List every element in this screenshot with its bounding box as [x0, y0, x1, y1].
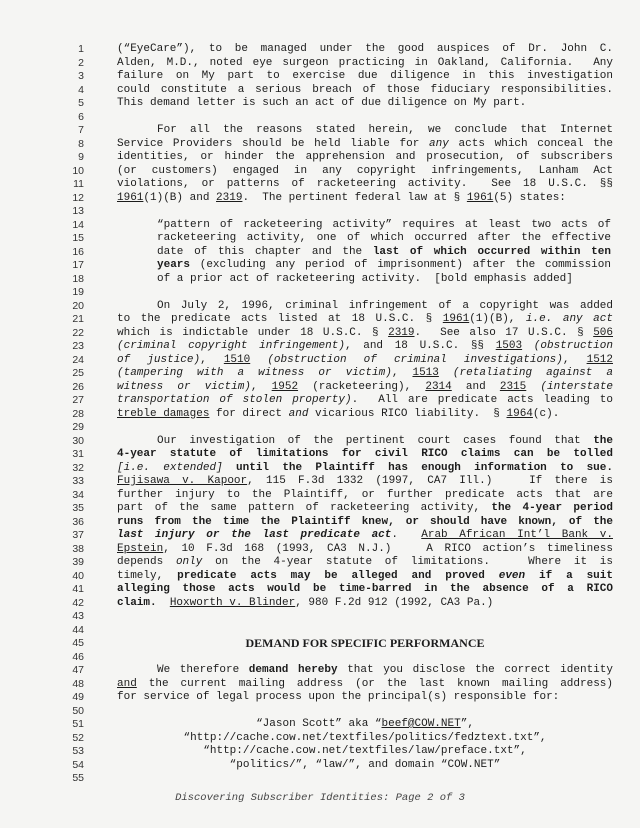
citation-link-text: 1961: [442, 313, 470, 325]
citation-link-text: Epstein: [117, 542, 164, 555]
citation-link-text: 1503: [495, 340, 523, 352]
text-run: (retaliating against a: [438, 367, 613, 379]
emphasis-text: even: [498, 569, 526, 582]
line-text: [117, 434, 613, 448]
line-text: [157, 272, 611, 286]
line-text: [117, 191, 613, 205]
line-number: 53: [72, 745, 84, 757]
text-run: [i.e. extended]: [117, 461, 223, 474]
text-line: [0, 542, 640, 556]
text-run: (excluding any period of imprisonment) after the commission: [190, 259, 611, 271]
line-text: [117, 690, 613, 704]
text-run: “Jason Scott” aka “: [256, 718, 382, 730]
emphasis-text: DEMAND FOR SPECIFIC PERFORMANCE: [245, 636, 485, 650]
text-line: [0, 326, 640, 340]
text-run: on the 4-year statute of limitations. Where it is: [202, 556, 613, 568]
line-text: [117, 353, 613, 367]
line-number: 10: [72, 164, 84, 177]
text-run: ,: [562, 353, 587, 366]
text-line: [0, 177, 640, 191]
line-text: [117, 299, 613, 313]
line-text: [117, 474, 613, 488]
text-line: [0, 663, 640, 677]
emphasis-text: alleging those acts would be time-barred in the absence of a RICO: [117, 583, 613, 595]
line-number: 29: [72, 421, 84, 433]
line-number: 26: [72, 380, 84, 393]
line-number: 30: [72, 434, 84, 447]
text-run: could constitute a serious breach of those fiduciary responsibilities.: [117, 83, 613, 96]
text-run: On July 2, 1996, criminal infringement of a copyright was added: [157, 299, 613, 312]
line-text: [117, 461, 613, 475]
line-text: [117, 56, 613, 70]
text-run: .: [391, 529, 422, 541]
line-text: [117, 447, 613, 461]
line-number: 34: [72, 488, 84, 501]
line-number: 7: [78, 124, 84, 136]
line-text: [117, 596, 613, 610]
line-text: [117, 137, 613, 151]
line-number: 38: [72, 542, 84, 555]
text-run: (“EyeCare”), to be managed under the good auspices of Dr. John C.: [117, 43, 613, 55]
text-run: transportation of stolen property): [117, 394, 352, 406]
line-number: 25: [72, 367, 84, 379]
text-line: [0, 474, 640, 488]
text-run: depends: [117, 556, 176, 568]
line-number: 47: [72, 664, 84, 676]
line-text: [117, 731, 613, 745]
text-line: [0, 83, 640, 97]
text-run: This demand letter is such an act of due diligence on My part.: [117, 97, 527, 109]
text-line: [0, 677, 640, 691]
line-number: 42: [72, 596, 84, 609]
text-run: (criminal copyright infringement): [117, 340, 345, 352]
line-text: [117, 164, 613, 178]
line-text: [117, 150, 613, 164]
line-text: [117, 488, 613, 502]
text-line: [0, 569, 640, 583]
text-run: and: [451, 380, 500, 393]
text-line: [0, 690, 640, 704]
line-number: 8: [78, 137, 84, 150]
line-number: 15: [72, 232, 84, 244]
emphasis-text: if a suit: [525, 569, 613, 582]
line-text: [117, 636, 613, 650]
text-line: [0, 434, 640, 448]
text-line: [0, 137, 640, 151]
citation-link-text: 1952: [271, 380, 299, 393]
text-run: (or customers) engaged in any copyright infringements, Lanham Act: [117, 164, 613, 177]
text-run: identities, or hinder the apprehension and prosecution, of subscribers: [117, 151, 613, 163]
line-number: 14: [72, 218, 84, 231]
text-run: ”,: [460, 718, 474, 730]
emphasis-text: until the Plaintiff has enough information to sue.: [222, 461, 613, 474]
text-run: (interstate: [526, 380, 613, 393]
text-line: [0, 96, 640, 110]
citation-link-text: treble damages: [117, 407, 210, 420]
line-number: 44: [72, 623, 84, 636]
emphasis-text: last of which occurred within ten: [372, 245, 611, 258]
text-run: Our investigation of the pertinent court cases found that: [157, 434, 594, 447]
text-line: [0, 164, 640, 178]
line-number: 35: [72, 502, 84, 514]
text-run: Alden, M.D., noted eye surgeon practicing in Oakland, California. Any: [117, 56, 613, 69]
line-number: 17: [72, 259, 84, 271]
line-number: 55: [72, 772, 84, 784]
text-run: (tampering with a witness or victim): [117, 367, 392, 379]
emphasis-text: demand hereby: [248, 664, 338, 676]
text-line: [0, 501, 640, 515]
line-text: [117, 393, 613, 407]
text-run: . All are predicate acts leading to: [351, 394, 613, 406]
text-line: [0, 528, 640, 542]
citation-link-text: 2315: [499, 380, 527, 393]
text-run: Service Providers should be held liable for: [117, 137, 430, 150]
text-line: [0, 758, 640, 772]
line-text: [117, 177, 613, 191]
citation-link-text: 1510: [223, 353, 251, 366]
line-number: 11: [73, 178, 84, 190]
text-line: [0, 150, 640, 164]
text-run: (1)(B) and: [143, 191, 217, 204]
text-run: witness or victim): [117, 380, 251, 393]
line-text: [157, 231, 611, 245]
text-line: [0, 218, 640, 232]
text-run: (5) states:: [493, 191, 566, 204]
line-number: 40: [72, 569, 84, 582]
line-number: 48: [72, 677, 84, 690]
line-text: [117, 582, 613, 596]
text-run: only: [175, 556, 203, 568]
line-number: 50: [72, 704, 84, 717]
text-line: [0, 312, 640, 326]
line-number: 23: [72, 340, 84, 352]
text-line: [0, 110, 640, 124]
line-number: 22: [72, 326, 84, 339]
text-line: [0, 623, 640, 637]
emphasis-text: years: [157, 259, 191, 271]
line-text: [117, 528, 613, 542]
text-line: [0, 285, 640, 299]
line-number: 27: [72, 394, 84, 406]
text-run: , 980 F.2d 912 (1992, CA3 Pa.): [295, 596, 494, 609]
text-line: [0, 488, 640, 502]
line-number: 16: [72, 245, 84, 258]
citation-link-text: 2319: [388, 326, 415, 339]
text-line: [0, 42, 640, 56]
text-run: . See also 17 U.S.C. §: [414, 326, 594, 339]
text-line: [0, 609, 640, 623]
line-number: 6: [78, 110, 84, 123]
line-text: [117, 96, 613, 110]
text-run: date of this chapter and the: [157, 245, 373, 258]
line-number: 33: [72, 475, 84, 487]
text-line: [0, 56, 640, 70]
text-run: For all the reasons stated herein, we conclude that Internet: [157, 124, 613, 136]
line-number: 32: [72, 461, 84, 474]
text-run: of justice): [117, 353, 201, 366]
line-number: 20: [72, 299, 84, 312]
text-run: which is indictable under 18 U.S.C. §: [117, 326, 389, 339]
line-text: [157, 245, 611, 259]
line-number: 31: [72, 448, 84, 460]
text-line: [0, 69, 640, 83]
text-line: [0, 771, 640, 785]
text-line: [0, 704, 640, 718]
text-line: [0, 393, 640, 407]
text-line: [0, 717, 640, 731]
line-number: 36: [72, 515, 84, 528]
text-run: (obstruction: [522, 340, 613, 352]
line-text: [157, 258, 611, 272]
line-number: 54: [72, 758, 84, 771]
text-run: (1)(B),: [469, 313, 526, 325]
line-text: [117, 758, 613, 772]
text-line: [0, 258, 640, 272]
citation-link-text: 1964: [506, 407, 533, 420]
text-line: [0, 204, 640, 218]
text-run: i.e. any act: [525, 313, 613, 325]
text-line: [0, 582, 640, 596]
line-text: [117, 326, 613, 340]
emphasis-text: 4-year statute of limitations for civil RICO claims can be tolled: [117, 448, 613, 460]
line-number: 51: [72, 718, 84, 730]
text-run: ,: [391, 367, 413, 379]
text-line: [0, 515, 640, 529]
line-number: 1: [78, 43, 84, 55]
line-number: 4: [78, 83, 84, 96]
line-number: 2: [78, 56, 84, 69]
text-line: [0, 555, 640, 569]
text-run: . The pertinent federal law at §: [242, 191, 467, 204]
citation-link-text: 1961: [466, 191, 494, 204]
text-line: [0, 420, 640, 434]
text-run: timely,: [117, 569, 178, 582]
emphasis-text: last injury or the last predicate act: [117, 529, 392, 541]
text-line: [0, 744, 640, 758]
emphasis-text: the: [593, 434, 613, 447]
line-number: 3: [78, 70, 84, 82]
line-number: 41: [72, 583, 84, 595]
text-run: for direct: [209, 407, 289, 420]
text-run: “politics/”, “law/”, and domain “COW.NET”: [229, 758, 501, 771]
citation-link-text: 506: [593, 326, 613, 339]
text-run: the current mailing address (or the last known mailing address): [136, 677, 613, 690]
text-line: [0, 299, 640, 313]
text-line: [0, 380, 640, 394]
citation-link-text: 2314: [425, 380, 452, 393]
line-number: 46: [72, 650, 84, 663]
emphasis-text: the 4-year period: [491, 502, 613, 514]
citation-link-text: 1961: [117, 191, 144, 204]
text-run: “http://cache.cow.net/textfiles/politics/fedztext.txt”,: [183, 731, 547, 744]
text-line: [0, 123, 640, 137]
text-run: of a prior act of racketeering activity. [bold emphasis added]: [157, 272, 573, 285]
line-number: 21: [72, 313, 84, 325]
text-run: violations, or patterns of racketeering activity. See 18 U.S.C. §§: [117, 178, 613, 190]
citation-link-text: 1512: [586, 353, 613, 366]
text-run: and: [288, 407, 309, 420]
line-text: [117, 717, 613, 731]
text-run: (racketeering),: [298, 380, 426, 393]
line-text: [117, 42, 613, 56]
page-footer: Discovering Subscriber Identities: Page 2 of 3: [175, 792, 465, 804]
line-number: 37: [72, 529, 84, 541]
line-number: 52: [72, 731, 84, 744]
text-line: [0, 272, 640, 286]
line-number: 39: [72, 556, 84, 568]
line-number: 24: [72, 353, 84, 366]
text-run: We therefore: [157, 664, 249, 676]
line-text: [117, 542, 613, 556]
line-text: [117, 380, 613, 394]
text-line: [0, 245, 640, 259]
line-number: 28: [72, 407, 84, 420]
line-text: [117, 663, 613, 677]
text-run: (c).: [532, 407, 560, 420]
text-line: [0, 447, 640, 461]
line-text: [117, 677, 613, 691]
line-number: 5: [78, 97, 84, 109]
line-number: 12: [72, 191, 84, 204]
citation-link-text: beef@COW.NET: [381, 718, 461, 730]
citation-link-text: 1513: [412, 367, 439, 379]
text-run: further injury to the Plaintiff, or further predicate acts that are: [117, 488, 613, 501]
line-text: [117, 515, 613, 529]
line-number: 43: [72, 610, 84, 622]
emphasis-text: claim.: [117, 596, 157, 609]
text-run: “http://cache.cow.net/textfiles/law/preface.txt”,: [203, 745, 527, 757]
text-run: (obstruction of criminal investigations): [250, 353, 563, 366]
text-run: that you disclose the correct identity: [337, 664, 613, 676]
text-run: , 10 F.3d 168 (1993, CA3 N.J.) A RICO action’s timeliness: [163, 542, 613, 555]
text-run: vicarious RICO liability. §: [308, 407, 507, 420]
line-text: [117, 366, 613, 380]
text-run: any: [429, 137, 449, 150]
line-text: [117, 744, 613, 758]
line-number: 19: [72, 286, 84, 298]
citation-link-text: and: [117, 677, 137, 690]
line-text: [117, 312, 613, 326]
line-text: [117, 69, 613, 83]
emphasis-text: runs from the time the Plaintiff knew, or should have known, of the: [117, 515, 613, 528]
text-line: [0, 191, 640, 205]
line-text: [117, 339, 613, 353]
text-line: [0, 650, 640, 664]
text-run: to the predicate acts listed at 18 U.S.C. §: [117, 313, 443, 325]
text-run: “pattern of racketeering activity” requires at least two acts of: [157, 218, 611, 231]
line-text: [117, 83, 613, 97]
text-line: [0, 461, 640, 475]
text-run: acts which conceal the: [448, 137, 613, 150]
text-line: [0, 353, 640, 367]
text-run: racketeering activity, one of which occurred after the effective: [157, 232, 611, 244]
line-text: [117, 501, 613, 515]
text-line: [0, 339, 640, 353]
text-line: [0, 407, 640, 421]
text-run: [157, 597, 170, 609]
citation-link-text: 2319: [216, 191, 243, 204]
text-run: ,: [200, 353, 224, 366]
line-number: 9: [78, 151, 84, 163]
citation-link-text: Arab African Int’l Bank v.: [421, 529, 613, 541]
line-number: 49: [72, 691, 84, 703]
line-number: 45: [72, 637, 84, 649]
text-run: ,: [250, 380, 272, 393]
text-run: , and 18 U.S.C. §§: [344, 340, 496, 352]
text-line: [0, 231, 640, 245]
line-text: [117, 407, 613, 421]
citation-link-text: Fujisawa v. Kapoor: [117, 475, 248, 487]
line-text: [117, 569, 613, 583]
text-line: [0, 596, 640, 610]
text-line: [0, 366, 640, 380]
text-run: failure on My part to exercise due diligence in this investigation: [117, 70, 613, 82]
text-run: part of the same pattern of racketeering activity,: [117, 502, 492, 514]
citation-link-text: Hoxworth v. Blinder: [169, 596, 296, 609]
line-text: [157, 218, 611, 232]
text-line: [0, 731, 640, 745]
text-line: [0, 636, 640, 650]
line-text: [117, 123, 613, 137]
emphasis-text: predicate acts may be alleged and proved: [177, 569, 499, 582]
text-run: , 115 F.3d 1332 (1997, CA7 Ill.) If there is: [247, 475, 613, 487]
line-number: 13: [72, 205, 84, 217]
line-text: [117, 555, 613, 569]
line-number: 18: [72, 272, 84, 285]
text-run: for service of legal process upon the principal(s) responsible for:: [117, 691, 560, 703]
